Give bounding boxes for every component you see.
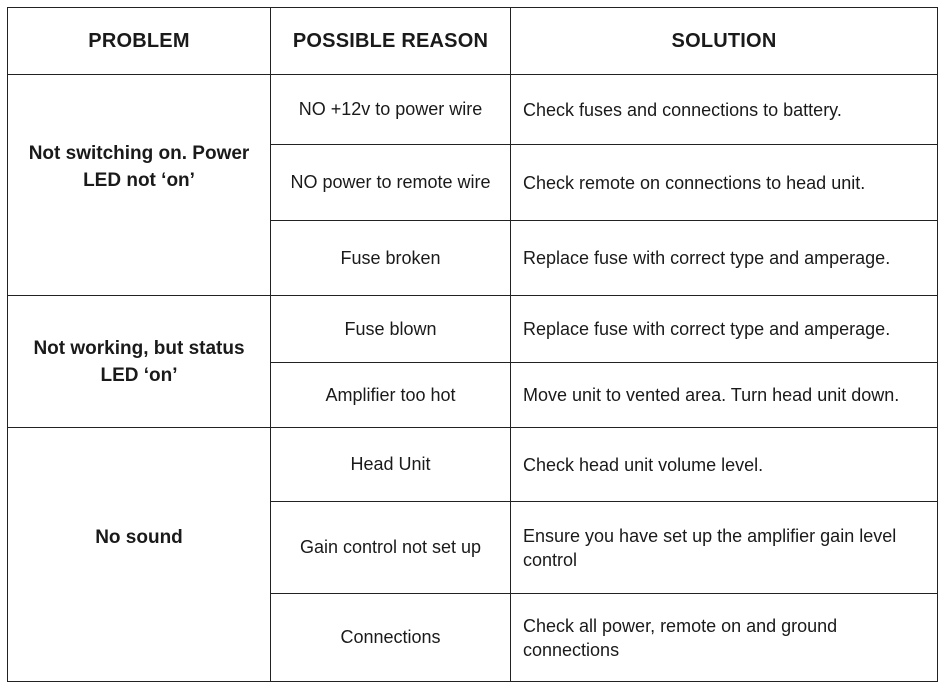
- solution-cell: Ensure you have set up the amplifier gain level control: [511, 502, 938, 594]
- reason-cell: NO power to remote wire: [271, 145, 511, 221]
- problem-cell: [8, 428, 271, 682]
- solution-cell: Replace fuse with correct type and amperage.: [511, 221, 938, 296]
- reason-cell: Head Unit: [271, 428, 511, 502]
- header-row: [8, 8, 938, 75]
- problem-cell: [8, 75, 271, 296]
- reason-cell: Fuse blown: [271, 296, 511, 363]
- reason-cell: Amplifier too hot: [271, 363, 511, 428]
- problem-text: No sound: [95, 527, 183, 548]
- header-solution: SOLUTION: [511, 8, 938, 75]
- solution-cell: Check fuses and connections to battery.: [511, 75, 938, 145]
- solution-cell: Move unit to vented area. Turn head unit down.: [511, 363, 938, 428]
- table-row: [8, 428, 938, 502]
- problem-text: Not working, but status LED ‘on’: [33, 337, 245, 386]
- table-row: [8, 75, 938, 145]
- solution-cell: Check all power, remote on and ground connections: [511, 594, 938, 682]
- reason-cell: Fuse broken: [271, 221, 511, 296]
- header-possible-reason: POSSIBLE REASON: [271, 8, 511, 75]
- solution-cell: Check remote on connections to head unit.: [511, 145, 938, 221]
- reason-cell: Connections: [271, 594, 511, 682]
- header-problem: PROBLEM: [8, 8, 271, 75]
- troubleshooting-table: [7, 7, 938, 682]
- problem-cell: [8, 296, 271, 428]
- reason-cell: NO +12v to power wire: [271, 75, 511, 145]
- solution-cell: Replace fuse with correct type and amperage.: [511, 296, 938, 363]
- problem-text: Not switching on. Power LED not ‘on’: [28, 143, 250, 191]
- table-row: [8, 296, 938, 363]
- solution-cell: Check head unit volume level.: [511, 428, 938, 502]
- reason-cell: Gain control not set up: [271, 502, 511, 594]
